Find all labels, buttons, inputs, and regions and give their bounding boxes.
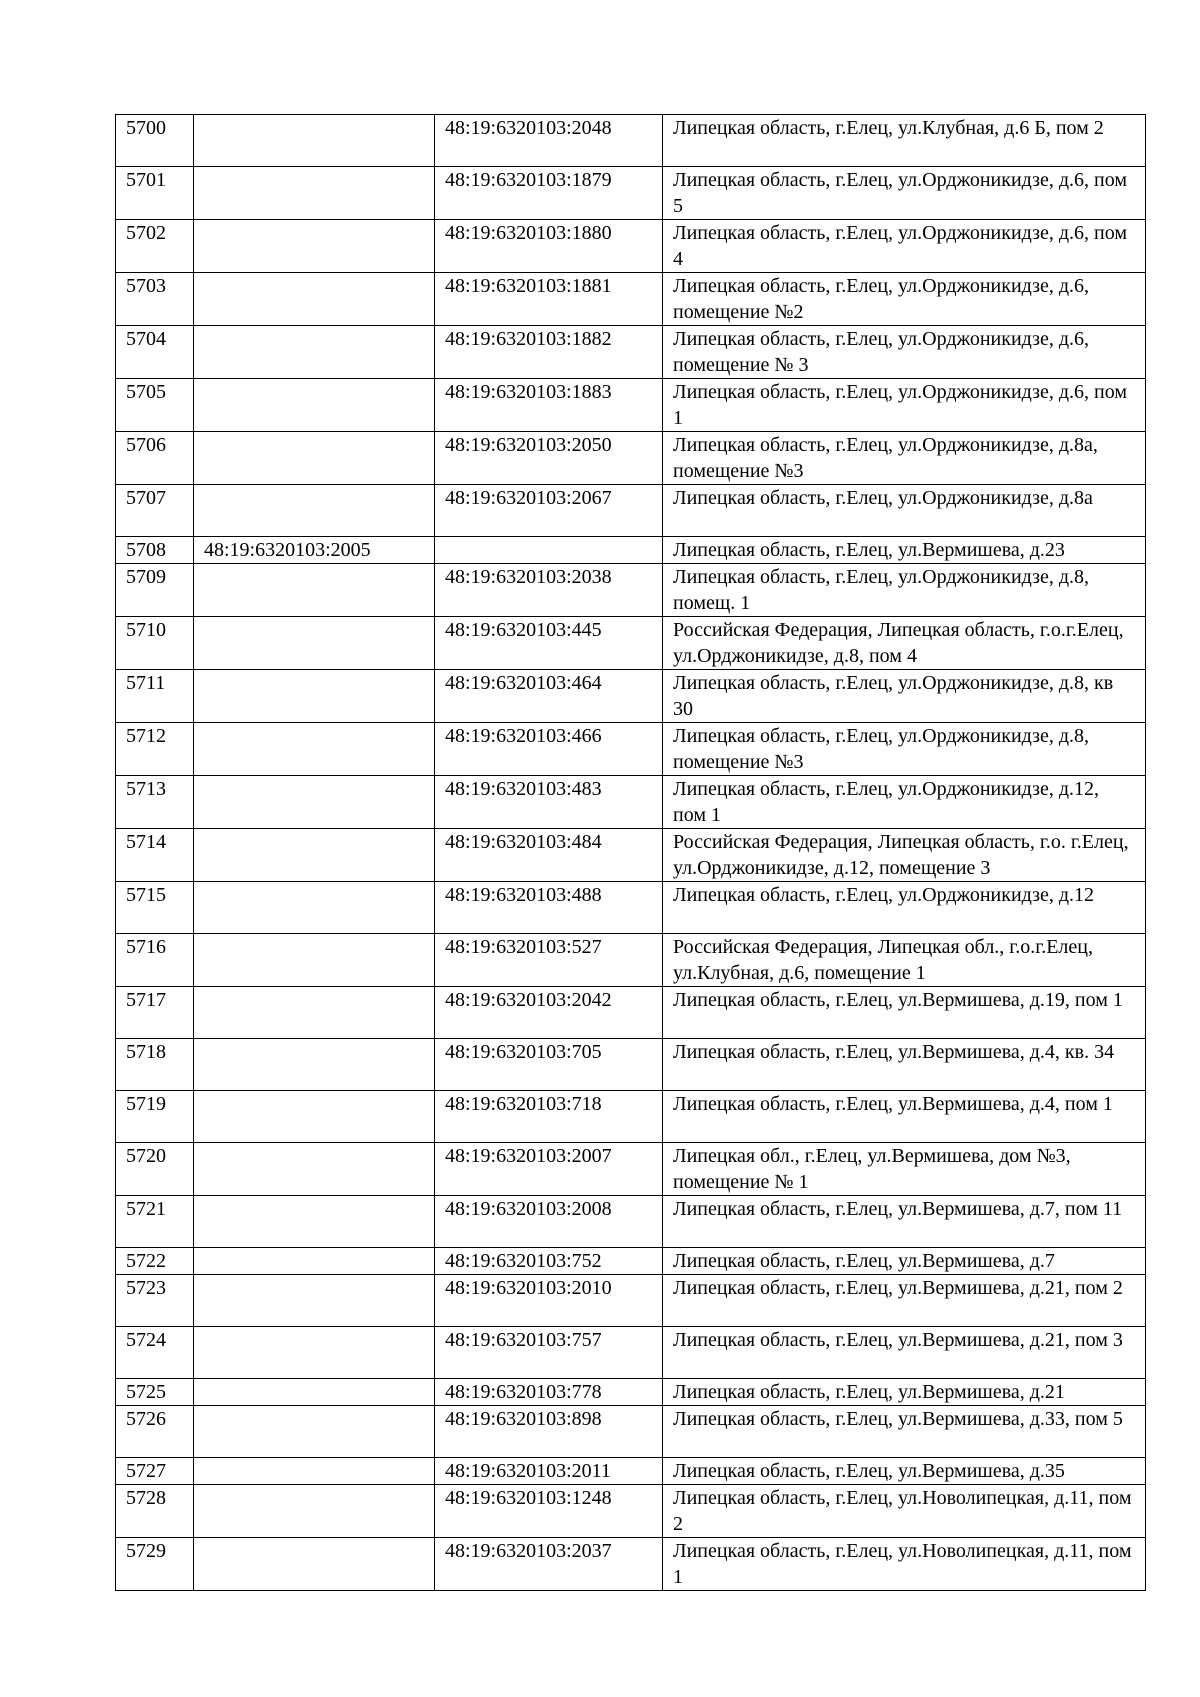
cadastral-building-cell <box>194 670 435 723</box>
table-row <box>116 1091 1146 1143</box>
cadastral-building-cell <box>194 564 435 617</box>
address-cell: Липецкая область, г.Елец, ул.Орджоникидзе, д.8, помещение №3 <box>663 723 1146 776</box>
table-row <box>116 1248 1146 1275</box>
cadastral-building-cell <box>194 379 435 432</box>
cadastral-premise-cell: 48:19:6320103:705 <box>435 1039 663 1091</box>
address-cell: Липецкая обл., г.Елец, ул.Вермишева, дом №3, помещение № 1 <box>663 1143 1146 1196</box>
table-row <box>116 1379 1146 1406</box>
table-row <box>116 670 1146 723</box>
table-row <box>116 379 1146 432</box>
row-number-cell: 5715 <box>116 882 194 934</box>
cadastral-building-cell <box>194 987 435 1039</box>
cadastral-building-cell <box>194 1406 435 1458</box>
table-row <box>116 273 1146 326</box>
address-cell: Липецкая область, г.Елец, ул.Вермишева, д.35 <box>663 1458 1146 1485</box>
address-cell: Липецкая область, г.Елец, ул.Вермишева, д.4, кв. 34 <box>663 1039 1146 1091</box>
row-number-cell: 5729 <box>116 1538 194 1591</box>
table-row <box>116 617 1146 670</box>
row-number-cell: 5723 <box>116 1275 194 1327</box>
cadastral-premise-cell: 48:19:6320103:2008 <box>435 1196 663 1248</box>
row-number-cell: 5724 <box>116 1327 194 1379</box>
cadastral-building-cell <box>194 1538 435 1591</box>
table-row <box>116 432 1146 485</box>
cadastral-premise-cell: 48:19:6320103:484 <box>435 829 663 882</box>
table-row <box>116 1275 1146 1327</box>
cadastral-premise-cell: 48:19:6320103:2067 <box>435 485 663 537</box>
cadastral-premise-cell: 48:19:6320103:778 <box>435 1379 663 1406</box>
cadastral-building-cell <box>194 934 435 987</box>
cadastral-building-cell <box>194 432 435 485</box>
cadastral-premise-cell: 48:19:6320103:445 <box>435 617 663 670</box>
address-cell: Липецкая область, г.Елец, ул.Новолипецкая, д.11, пом 1 <box>663 1538 1146 1591</box>
cadastral-building-cell <box>194 1143 435 1196</box>
cadastral-premise-cell: 48:19:6320103:1882 <box>435 326 663 379</box>
cadastral-premise-cell: 48:19:6320103:1879 <box>435 167 663 220</box>
address-cell: Российская Федерация, Липецкая обл., г.о.г.Елец, ул.Клубная, д.6, помещение 1 <box>663 934 1146 987</box>
address-cell: Липецкая область, г.Елец, ул.Орджоникидзе, д.12 <box>663 882 1146 934</box>
cadastral-premise-cell: 48:19:6320103:2037 <box>435 1538 663 1591</box>
row-number-cell: 5725 <box>116 1379 194 1406</box>
cadastral-premise-cell: 48:19:6320103:2042 <box>435 987 663 1039</box>
cadastral-building-cell <box>194 115 435 167</box>
table-row <box>116 829 1146 882</box>
row-number-cell: 5709 <box>116 564 194 617</box>
address-cell: Липецкая область, г.Елец, ул.Вермишева, д.19, пом 1 <box>663 987 1146 1039</box>
table-row <box>116 1327 1146 1379</box>
table-row <box>116 1143 1146 1196</box>
cadastral-premise-cell: 48:19:6320103:752 <box>435 1248 663 1275</box>
cadastral-premise-cell: 48:19:6320103:718 <box>435 1091 663 1143</box>
table-row <box>116 537 1146 564</box>
table-row <box>116 1485 1146 1538</box>
cadastral-building-cell <box>194 1039 435 1091</box>
address-cell: Липецкая область, г.Елец, ул.Вермишева, д.33, пом 5 <box>663 1406 1146 1458</box>
row-number-cell: 5712 <box>116 723 194 776</box>
row-number-cell: 5721 <box>116 1196 194 1248</box>
row-number-cell: 5714 <box>116 829 194 882</box>
row-number-cell: 5706 <box>116 432 194 485</box>
row-number-cell: 5707 <box>116 485 194 537</box>
row-number-cell: 5726 <box>116 1406 194 1458</box>
cadastral-premise-cell: 48:19:6320103:2010 <box>435 1275 663 1327</box>
table-row <box>116 882 1146 934</box>
row-number-cell: 5717 <box>116 987 194 1039</box>
cadastral-premise-cell: 48:19:6320103:1248 <box>435 1485 663 1538</box>
address-cell: Липецкая область, г.Елец, ул.Клубная, д.6 Б, пом 2 <box>663 115 1146 167</box>
address-cell: Липецкая область, г.Елец, ул.Вермишева, д.21 <box>663 1379 1146 1406</box>
address-cell: Липецкая область, г.Елец, ул.Орджоникидзе, д.8, помещ. 1 <box>663 564 1146 617</box>
table-row <box>116 167 1146 220</box>
row-number-cell: 5703 <box>116 273 194 326</box>
cadastral-building-cell <box>194 829 435 882</box>
registry-table <box>115 114 1146 1591</box>
address-cell: Липецкая область, г.Елец, ул.Вермишева, д.21, пом 2 <box>663 1275 1146 1327</box>
cadastral-premise-cell: 48:19:6320103:1883 <box>435 379 663 432</box>
row-number-cell: 5700 <box>116 115 194 167</box>
cadastral-building-cell <box>194 776 435 829</box>
cadastral-premise-cell: 48:19:6320103:2050 <box>435 432 663 485</box>
table-row <box>116 1458 1146 1485</box>
cadastral-building-cell <box>194 617 435 670</box>
cadastral-premise-cell: 48:19:6320103:2007 <box>435 1143 663 1196</box>
row-number-cell: 5720 <box>116 1143 194 1196</box>
address-cell: Липецкая область, г.Елец, ул.Вермишева, д.23 <box>663 537 1146 564</box>
table-row <box>116 326 1146 379</box>
table-row <box>116 1406 1146 1458</box>
cadastral-premise-cell: 48:19:6320103:2038 <box>435 564 663 617</box>
cadastral-building-cell <box>194 1248 435 1275</box>
table-row <box>116 723 1146 776</box>
address-cell: Российская Федерация, Липецкая область, г.о. г.Елец, ул.Орджоникидзе, д.12, помещение 3 <box>663 829 1146 882</box>
cadastral-premise-cell: 48:19:6320103:757 <box>435 1327 663 1379</box>
row-number-cell: 5727 <box>116 1458 194 1485</box>
row-number-cell: 5716 <box>116 934 194 987</box>
row-number-cell: 5719 <box>116 1091 194 1143</box>
cadastral-building-cell <box>194 1091 435 1143</box>
address-cell: Липецкая область, г.Елец, ул.Орджоникидзе, д.6, помещение № 3 <box>663 326 1146 379</box>
address-cell: Липецкая область, г.Елец, ул.Вермишева, д.7 <box>663 1248 1146 1275</box>
table-row <box>116 564 1146 617</box>
cadastral-premise-cell: 48:19:6320103:898 <box>435 1406 663 1458</box>
table-row <box>116 485 1146 537</box>
address-cell: Липецкая область, г.Елец, ул.Вермишева, д.21, пом 3 <box>663 1327 1146 1379</box>
cadastral-premise-cell: 48:19:6320103:2011 <box>435 1458 663 1485</box>
row-number-cell: 5713 <box>116 776 194 829</box>
registry-table-body <box>116 115 1146 1591</box>
cadastral-building-cell <box>194 882 435 934</box>
table-row <box>116 934 1146 987</box>
address-cell: Липецкая область, г.Елец, ул.Орджоникидзе, д.6, пом 1 <box>663 379 1146 432</box>
row-number-cell: 5705 <box>116 379 194 432</box>
address-cell: Липецкая область, г.Елец, ул.Новолипецкая, д.11, пом 2 <box>663 1485 1146 1538</box>
address-cell: Липецкая область, г.Елец, ул.Орджоникидзе, д.6, пом 4 <box>663 220 1146 273</box>
address-cell: Российская Федерация, Липецкая область, г.о.г.Елец, ул.Орджоникидзе, д.8, пом 4 <box>663 617 1146 670</box>
address-cell: Липецкая область, г.Елец, ул.Орджоникидзе, д.6, помещение №2 <box>663 273 1146 326</box>
cadastral-premise-cell: 48:19:6320103:2048 <box>435 115 663 167</box>
cadastral-premise-cell: 48:19:6320103:464 <box>435 670 663 723</box>
address-cell: Липецкая область, г.Елец, ул.Вермишева, д.4, пом 1 <box>663 1091 1146 1143</box>
cadastral-building-cell <box>194 167 435 220</box>
cadastral-premise-cell: 48:19:6320103:1881 <box>435 273 663 326</box>
row-number-cell: 5710 <box>116 617 194 670</box>
cadastral-building-cell <box>194 723 435 776</box>
address-cell: Липецкая область, г.Елец, ул.Орджоникидзе, д.12, пом 1 <box>663 776 1146 829</box>
row-number-cell: 5711 <box>116 670 194 723</box>
table-row <box>116 1039 1146 1091</box>
row-number-cell: 5728 <box>116 1485 194 1538</box>
cadastral-building-cell <box>194 1196 435 1248</box>
cadastral-premise-cell: 48:19:6320103:1880 <box>435 220 663 273</box>
table-row <box>116 1538 1146 1591</box>
address-cell: Липецкая область, г.Елец, ул.Орджоникидзе, д.8а <box>663 485 1146 537</box>
table-row <box>116 987 1146 1039</box>
cadastral-building-cell <box>194 1327 435 1379</box>
table-row <box>116 115 1146 167</box>
table-row <box>116 1196 1146 1248</box>
cadastral-building-cell <box>194 326 435 379</box>
cadastral-building-cell <box>194 1275 435 1327</box>
row-number-cell: 5702 <box>116 220 194 273</box>
address-cell: Липецкая область, г.Елец, ул.Вермишева, д.7, пом 11 <box>663 1196 1146 1248</box>
cadastral-building-cell <box>194 273 435 326</box>
cadastral-building-cell <box>194 1379 435 1406</box>
row-number-cell: 5701 <box>116 167 194 220</box>
address-cell: Липецкая область, г.Елец, ул.Орджоникидзе, д.6, пом 5 <box>663 167 1146 220</box>
cadastral-building-cell <box>194 1458 435 1485</box>
table-row <box>116 776 1146 829</box>
table-row <box>116 220 1146 273</box>
cadastral-premise-cell: 48:19:6320103:488 <box>435 882 663 934</box>
cadastral-premise-cell: 48:19:6320103:466 <box>435 723 663 776</box>
cadastral-premise-cell: 48:19:6320103:483 <box>435 776 663 829</box>
cadastral-premise-cell: 48:19:6320103:527 <box>435 934 663 987</box>
address-cell: Липецкая область, г.Елец, ул.Орджоникидзе, д.8, кв 30 <box>663 670 1146 723</box>
cadastral-building-cell <box>194 485 435 537</box>
row-number-cell: 5718 <box>116 1039 194 1091</box>
row-number-cell: 5708 <box>116 537 194 564</box>
cadastral-building-cell: 48:19:6320103:2005 <box>194 537 435 564</box>
address-cell: Липецкая область, г.Елец, ул.Орджоникидзе, д.8а, помещение №3 <box>663 432 1146 485</box>
row-number-cell: 5704 <box>116 326 194 379</box>
cadastral-premise-cell <box>435 537 663 564</box>
cadastral-building-cell <box>194 1485 435 1538</box>
cadastral-building-cell <box>194 220 435 273</box>
row-number-cell: 5722 <box>116 1248 194 1275</box>
